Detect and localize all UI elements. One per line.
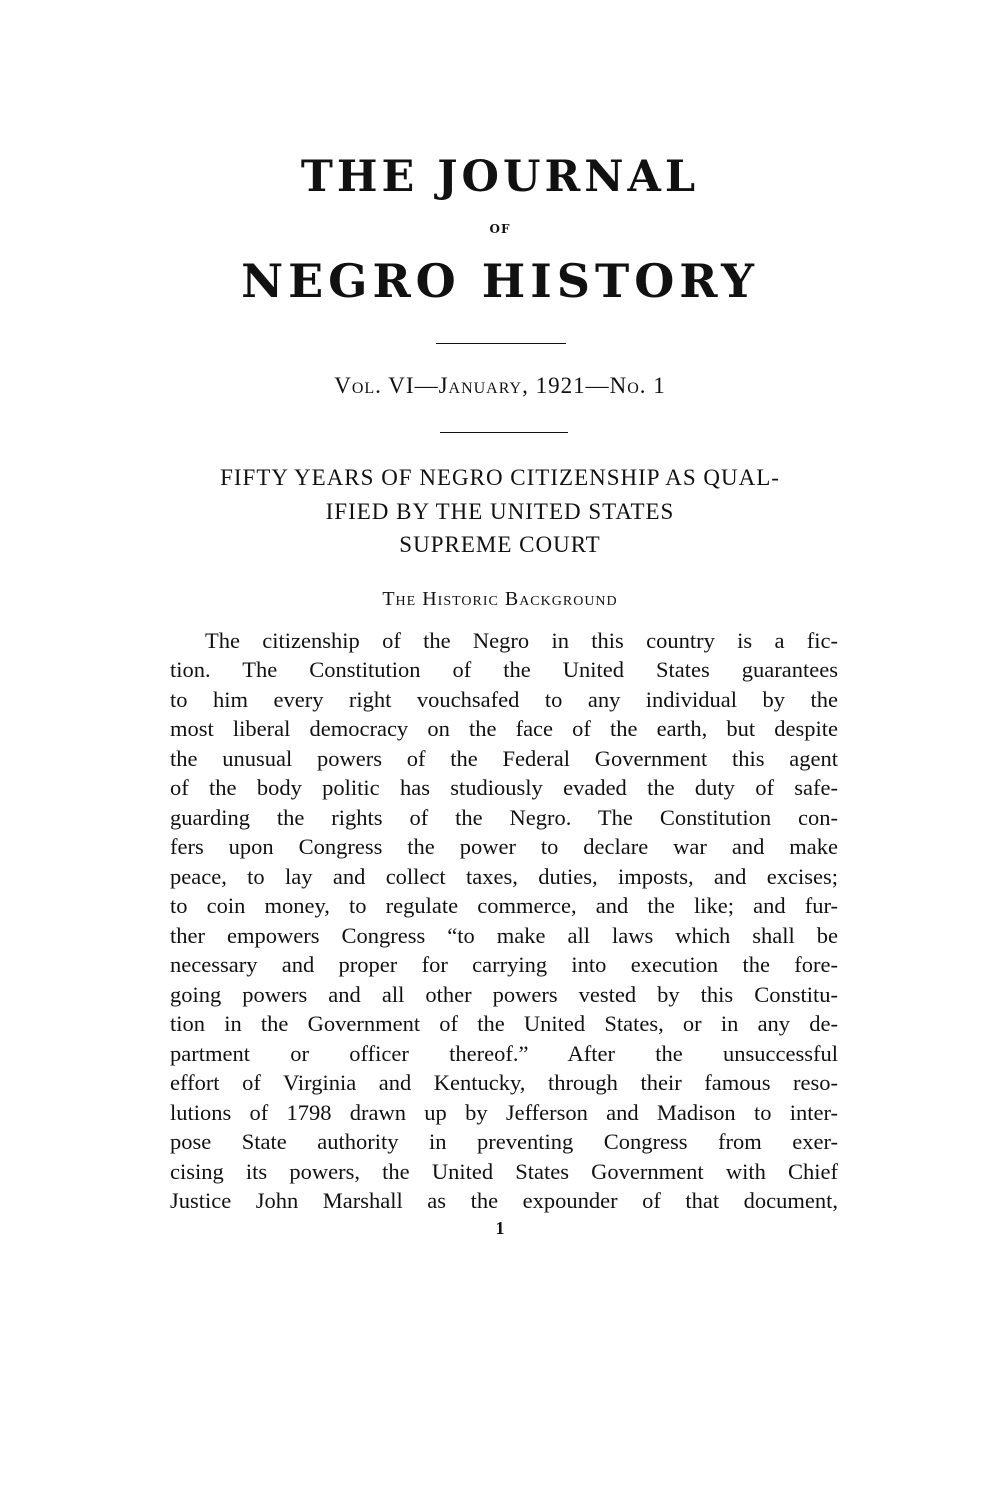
body-line: effort of Virginia and Kentucky, through their famous reso- — [170, 1070, 838, 1095]
volume-number: VI — [388, 373, 415, 398]
body-line: cising its powers, the United States Government with Chief — [170, 1159, 838, 1184]
section-heading: The Historic Background — [382, 588, 618, 610]
body-line: partment or officer thereof.” After the unsuccessful — [170, 1041, 838, 1066]
issue-month: January — [438, 373, 523, 398]
issue-year: 1921 — [535, 373, 586, 398]
body-line: lutions of 1798 drawn up by Jefferson and Madison to inter- — [170, 1100, 838, 1125]
journal-title-line-2: NEGRO HISTORY — [241, 254, 759, 308]
body-line: to him every right vouchsafed to any individual by the — [170, 687, 838, 712]
body-line: most liberal democracy on the face of the earth, but despite — [170, 716, 838, 741]
issue-number: 1 — [653, 373, 666, 398]
body-line: of the body politic has studiously evaded the duty of safe- — [170, 775, 838, 800]
volume-label: Vol. — [334, 373, 382, 398]
divider-rule-bottom — [440, 432, 568, 433]
body-line: tion in the Government of the United States, or in any de- — [170, 1011, 838, 1036]
body-line: peace, to lay and collect taxes, duties, imposts, and excises; — [170, 864, 838, 889]
issue-number-label: No. — [609, 373, 647, 398]
body-line: the unusual powers of the Federal Government this agent — [170, 746, 838, 771]
body-line: Justice John Marshall as the expounder of that document, — [170, 1188, 838, 1213]
body-line: ther empowers Congress “to make all laws which shall be — [170, 923, 838, 948]
body-line: to coin money, to regulate commerce, and the like; and fur- — [170, 893, 838, 918]
body-line: tion. The Constitution of the United States guarantees — [170, 657, 838, 682]
journal-title-line-1: THE JOURNAL — [300, 152, 700, 202]
body-line: necessary and proper for carrying into execution the fore- — [170, 952, 838, 977]
body-line: guarding the rights of the Negro. The Constitution con- — [170, 805, 838, 830]
body-line: pose State authority in preventing Congress from exer- — [170, 1129, 838, 1154]
article-title-line-3: SUPREME COURT — [399, 532, 601, 557]
body-line: fers upon Congress the power to declare war and make — [170, 834, 838, 859]
issue-line: Vol. VI—January, 1921—No. 1 — [334, 373, 666, 398]
journal-title-connector: OF — [489, 222, 511, 236]
divider-rule-top — [436, 343, 566, 344]
article-title-line-2: IFIED BY THE UNITED STATES — [325, 499, 675, 524]
body-line: The citizenship of the Negro in this country is a fic- — [205, 628, 838, 653]
body-line: going powers and all other powers vested by this Constitu- — [170, 982, 838, 1007]
page-number: 1 — [495, 1218, 505, 1238]
article-title-line-1: FIFTY YEARS OF NEGRO CITIZENSHIP AS QUAL- — [220, 465, 780, 490]
